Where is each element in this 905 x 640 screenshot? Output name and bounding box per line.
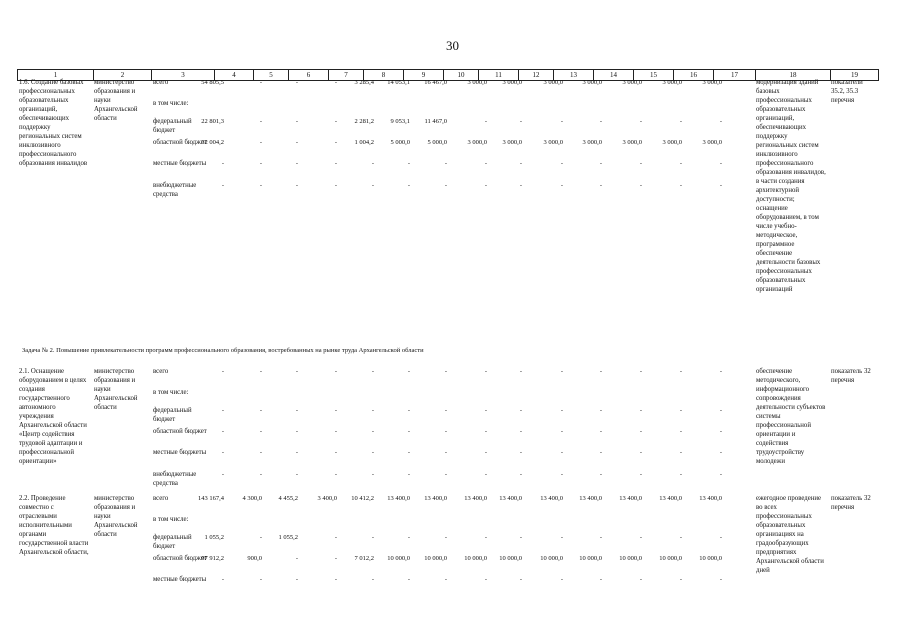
funding-value: - [484,182,487,189]
funding-value: - [407,428,410,435]
funding-value: 3 000,0 [582,79,602,86]
column-header-10: 10 [443,70,478,80]
funding-value: 4 455,2 [278,495,298,502]
funding-value: - [334,407,337,414]
funding-value: - [295,139,298,146]
funding-value: - [259,449,262,456]
funding-value: - [599,407,602,414]
funding-value: - [560,160,563,167]
funding-value: - [407,471,410,478]
funding-source-label: областной бюджет [153,428,207,435]
result-text: ежегодное проведение во всех профессиональных образовательных организациях на градообразующих предприятиях Архангельской области дней [756,495,824,574]
funding-value: - [679,368,682,375]
funding-value: - [560,428,563,435]
funding-value: 10 000,0 [699,555,722,562]
funding-value: 3 000,0 [702,139,722,146]
funding-value: - [679,449,682,456]
funding-value: - [719,428,722,435]
funding-value: - [599,471,602,478]
funding-value: - [371,182,374,189]
page-number: 30 [446,38,459,53]
funding-value: - [444,407,447,414]
funding-value: - [221,449,224,456]
funding-value: - [295,368,298,375]
funding-value: - [259,79,262,86]
funding-value: - [484,368,487,375]
column-header-7: 7 [328,70,363,80]
result-text: модернизация зданий базовых профессиональных образовательных организаций, обеспечивающих поддержку региональных систем инклюзивного профессионального образования инвалидов, в части создания архитектурной доступности; оснащение оборудованием, в том числе учебно-методическое, программное обеспечение деятельности базовых профессиональных образовательных организаций [756,79,826,293]
funding-value: - [259,118,262,125]
funding-value: 13 400,0 [387,495,410,502]
funding-value: - [599,182,602,189]
funding-value: - [599,576,602,583]
indicator-text: показатель 32 перечня [831,368,871,384]
funding-value: 3 000,0 [467,139,487,146]
funding-value: - [560,182,563,189]
funding-source-label: областной бюджет [153,139,207,146]
funding-value: 13 400,0 [579,495,602,502]
funding-value: - [484,160,487,167]
funding-value: 9 053,1 [390,118,410,125]
table-row [17,78,877,343]
column-header-4: 4 [214,70,253,80]
funding-value: 5 000,0 [427,139,447,146]
funding-value: - [560,407,563,414]
activity-name: 2.1. Оснащение оборудованием в целях создания государственного автономного учреждения Архангельской области «Центр содействия трудовой адаптации и профессиональной ориентации» [19,368,87,465]
column-header-3: 3 [151,70,214,80]
funding-value: - [560,471,563,478]
funding-value: - [295,118,298,125]
funding-value: 3 000,0 [543,139,563,146]
funding-value: 10 412,2 [351,495,374,502]
funding-value: - [259,534,262,541]
executor: министерство образования и науки Архангельской области [94,495,138,538]
funding-value: 10 000,0 [540,555,563,562]
column-header-8: 8 [363,70,403,80]
funding-value: 13 400,0 [619,495,642,502]
funding-value: - [334,428,337,435]
funding-value: - [484,534,487,541]
funding-source-label: внебюджетные средства [153,471,197,487]
funding-source-label: в том числе: [153,516,189,523]
funding-value: - [295,407,298,414]
funding-value: - [371,428,374,435]
funding-value: - [639,368,642,375]
funding-value: - [679,160,682,167]
funding-value: - [639,428,642,435]
indicator-text: показатель 32 перечня [831,495,871,511]
funding-value: - [444,576,447,583]
funding-value: - [519,368,522,375]
funding-value: - [407,534,410,541]
funding-value: - [444,471,447,478]
funding-value: - [444,449,447,456]
funding-value: - [719,407,722,414]
funding-value: - [519,576,522,583]
funding-value: - [484,471,487,478]
funding-value: - [639,118,642,125]
funding-source-label: в том числе: [153,100,189,107]
task-heading: Задача № 2. Повышение привлекательности программ профессионального образования, востребованных на рынке труда Архангельской области [22,347,424,354]
funding-value: 10 000,0 [499,555,522,562]
funding-value: - [371,449,374,456]
funding-value: - [295,471,298,478]
funding-source-label: областной бюджет [153,555,207,562]
funding-value: - [560,368,563,375]
funding-value: - [221,182,224,189]
funding-value: 13 400,0 [464,495,487,502]
funding-value: 3 400,0 [317,495,337,502]
funding-value: - [484,407,487,414]
funding-value: - [719,449,722,456]
funding-value: - [334,534,337,541]
column-header-19: 19 [830,70,878,80]
funding-value: - [407,449,410,456]
funding-value: - [679,471,682,478]
funding-source-label: всего [153,495,169,502]
funding-value: - [221,160,224,167]
funding-source-label: всего [153,79,169,86]
funding-value: - [295,182,298,189]
funding-value: 11 467,0 [424,118,447,125]
funding-value: - [719,182,722,189]
funding-value: - [295,449,298,456]
funding-value: - [334,118,337,125]
funding-value: 97 912,2 [201,555,224,562]
funding-value: - [295,555,298,562]
funding-value: 10 000,0 [579,555,602,562]
funding-value: 3 000,0 [543,79,563,86]
funding-value: - [221,576,224,583]
funding-value: - [334,449,337,456]
funding-value: 32 004,2 [201,139,224,146]
funding-value: - [599,368,602,375]
funding-value: 4 300,0 [242,495,262,502]
funding-value: - [407,182,410,189]
funding-value: - [719,368,722,375]
funding-source-label: местные бюджеты [153,576,207,583]
funding-value: - [560,118,563,125]
funding-value: 3 000,0 [662,139,682,146]
funding-value: - [334,182,337,189]
funding-value: 1 055,2 [278,534,298,541]
funding-value: - [679,576,682,583]
funding-value: 16 467,0 [424,79,447,86]
funding-source-label: местные бюджеты [153,160,207,167]
funding-value: - [679,534,682,541]
funding-value: 3 285,4 [354,79,374,86]
funding-value: - [639,407,642,414]
funding-value: 900,0 [247,555,262,562]
indicator-text: показатели 35.2, 35.3 перечня [831,79,863,104]
funding-value: - [259,428,262,435]
column-header-11: 11 [478,70,518,80]
funding-value: - [259,407,262,414]
funding-value: 143 167,4 [198,495,224,502]
funding-value: 3 000,0 [502,139,522,146]
column-header-12: 12 [518,70,553,80]
funding-value: 3 000,0 [582,139,602,146]
funding-value: - [371,368,374,375]
funding-value: - [719,118,722,125]
funding-value: - [639,182,642,189]
funding-value: 3 000,0 [662,79,682,86]
column-header-14: 14 [593,70,633,80]
funding-value: 10 000,0 [619,555,642,562]
funding-source-label: местные бюджеты [153,449,207,456]
funding-value: - [444,368,447,375]
funding-value: 2 281,2 [354,118,374,125]
funding-value: 1 004,2 [354,139,374,146]
funding-value: - [639,160,642,167]
funding-value: - [599,449,602,456]
funding-value: - [371,160,374,167]
funding-value: 13 400,0 [499,495,522,502]
funding-value: - [719,534,722,541]
funding-value: - [371,576,374,583]
funding-value: - [371,534,374,541]
funding-value: 13 400,0 [424,495,447,502]
funding-value: - [334,160,337,167]
table-row [17,494,877,594]
funding-value: - [407,368,410,375]
column-header-13: 13 [553,70,593,80]
column-header-18: 18 [755,70,830,80]
funding-value: - [221,471,224,478]
funding-value: - [719,471,722,478]
funding-value: 10 000,0 [659,555,682,562]
funding-value: - [259,368,262,375]
funding-value: 1 055,2 [204,534,224,541]
column-header-5: 5 [253,70,288,80]
funding-value: - [407,576,410,583]
executor: министерство образования и науки Архангельской области [94,368,138,411]
funding-value: 3 000,0 [702,79,722,86]
funding-value: - [259,139,262,146]
funding-value: 14 053,1 [387,79,410,86]
column-header-6: 6 [288,70,328,80]
funding-value: - [221,407,224,414]
funding-value: - [295,428,298,435]
funding-value: - [334,471,337,478]
funding-value: - [679,428,682,435]
activity-name: 1.6. Создание базовых профессиональных образовательных организаций, обеспечивающих поддержку региональных систем инклюзивного профессионального образования инвалидов [19,79,88,167]
column-header-17: 17 [713,70,755,80]
result-text: обеспечение методического, информационного сопровождения деятельности субъектов системы профессиональной ориентации и содействия трудоустройству молодежи [756,368,826,465]
funding-value: 54 805,5 [201,79,224,86]
funding-value: 10 000,0 [424,555,447,562]
funding-source-label: федеральный бюджет [153,407,192,423]
funding-value: - [334,555,337,562]
funding-value: - [259,576,262,583]
funding-value: - [519,449,522,456]
funding-value: - [371,407,374,414]
funding-value: - [444,160,447,167]
funding-source-label: всего [153,368,169,375]
funding-value: 13 400,0 [540,495,563,502]
funding-value: - [560,534,563,541]
column-header-1: 1 [53,71,58,79]
column-header-15: 15 [633,70,673,80]
funding-value: - [519,160,522,167]
funding-value: - [334,368,337,375]
funding-source-label: федеральный бюджет [153,118,192,134]
funding-value: 3 000,0 [467,79,487,86]
funding-value: - [407,160,410,167]
funding-value: - [639,534,642,541]
funding-value: - [519,534,522,541]
funding-value: - [560,576,563,583]
funding-value: - [484,118,487,125]
funding-value: 3 000,0 [622,139,642,146]
funding-value: - [679,182,682,189]
funding-value: - [484,449,487,456]
funding-value: - [484,428,487,435]
funding-value: - [334,79,337,86]
funding-source-label: в том числе: [153,389,189,396]
funding-source-label: внебюджетные средства [153,182,197,198]
funding-value: - [407,407,410,414]
funding-value: - [444,534,447,541]
funding-value: - [679,118,682,125]
funding-value: - [371,471,374,478]
funding-value: - [639,576,642,583]
funding-value: - [259,160,262,167]
funding-value: - [599,428,602,435]
executor: министерство образования и науки Архангельской области [94,79,138,122]
funding-value: 7 012,2 [354,555,374,562]
funding-value: - [639,449,642,456]
funding-value: - [599,118,602,125]
column-header-2: 2 [93,70,151,80]
funding-value: - [334,139,337,146]
funding-value: - [719,160,722,167]
funding-value: - [295,576,298,583]
funding-value: - [295,160,298,167]
funding-value: - [221,368,224,375]
funding-value: 3 000,0 [622,79,642,86]
funding-value: - [719,576,722,583]
funding-value: - [221,428,224,435]
funding-value: - [444,428,447,435]
funding-value: - [599,534,602,541]
column-header-16: 16 [673,70,713,80]
funding-value: 3 000,0 [502,79,522,86]
funding-value: - [519,428,522,435]
funding-value: 5 000,0 [390,139,410,146]
funding-value: - [519,182,522,189]
funding-value: - [295,79,298,86]
funding-value: 13 400,0 [699,495,722,502]
funding-value: - [519,118,522,125]
funding-value: 10 000,0 [387,555,410,562]
funding-value: - [484,576,487,583]
funding-value: - [639,471,642,478]
table-row [17,367,877,487]
funding-value: - [444,182,447,189]
funding-source-label: федеральный бюджет [153,534,192,550]
funding-value: - [519,471,522,478]
funding-value: - [519,407,522,414]
funding-value: 10 000,0 [464,555,487,562]
funding-value: - [679,407,682,414]
column-header-9: 9 [403,70,443,80]
funding-value: - [259,471,262,478]
funding-value: 22 801,3 [201,118,224,125]
activity-name: 2.2. Проведение совместно с отраслевыми исполнительными органами государственной власти Архангельской области, [19,495,89,556]
funding-value: - [560,449,563,456]
funding-value: 13 400,0 [659,495,682,502]
funding-value: - [259,182,262,189]
funding-value: - [599,160,602,167]
funding-value: - [334,576,337,583]
